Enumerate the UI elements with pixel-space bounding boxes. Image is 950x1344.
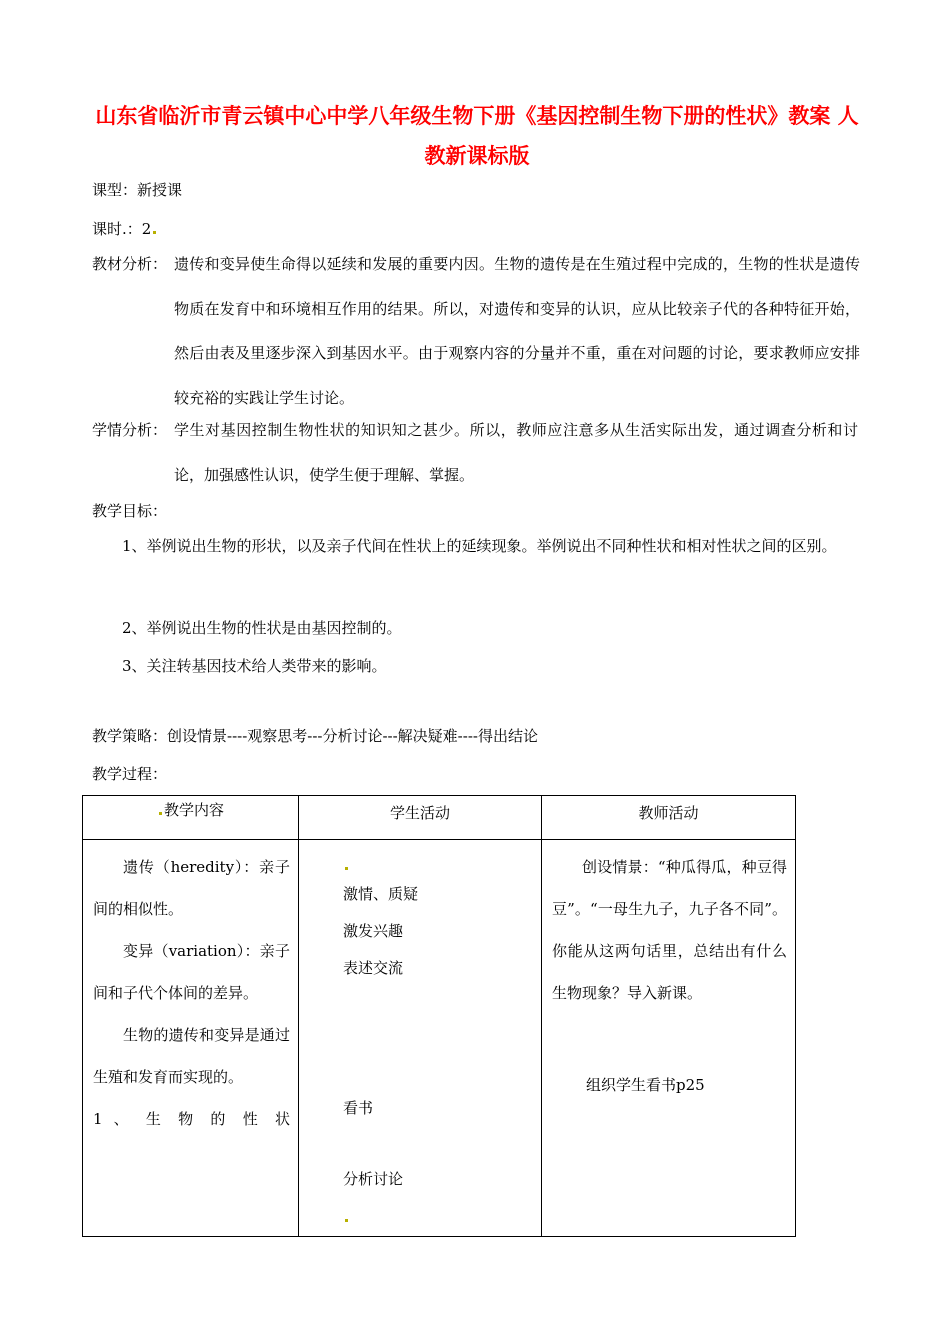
marker-dot — [159, 812, 162, 815]
reproduction-note: 生物的遗传和变异是通过生殖和发育而实现的。 — [93, 1026, 290, 1086]
heredity-def: 遗传（heredity）：亲子间的相似性。 — [93, 858, 290, 918]
student-activity: 分析讨论 — [343, 1170, 404, 1188]
teacher-activity: 创设情景：“种瓜得瓜，种豆得豆”。“一母生九子，九子各不同”。你能从这两句话里，总结出有什么生物现象？导入新课。 — [552, 858, 787, 1002]
student-activity: 看书 — [343, 1099, 374, 1117]
student-activity: 激发兴趣 — [343, 922, 404, 940]
material-analysis — [92, 242, 858, 420]
lesson-table — [82, 795, 796, 1237]
header-content: 教学内容 — [83, 796, 299, 840]
document-title: 山东省临沂市青云镇中心中学八年级生物下册《基因控制生物下册的性状》教案 人教新课标版 — [95, 103, 859, 168]
table-row — [83, 840, 796, 1237]
lesson-type: 课型：新授课 — [92, 181, 183, 199]
header-student: 学生活动 — [299, 796, 542, 840]
variation-def: 变异（variation）：亲子间和子代个体间的差异。 — [93, 942, 290, 1002]
goal-3: 3、关注转基因技术给人类带来的影响。 — [122, 657, 387, 675]
marker-dot — [345, 867, 348, 870]
goals-label: 教学目标： — [92, 502, 168, 520]
table-header-row — [83, 796, 796, 840]
marker-dot — [153, 231, 156, 234]
section-heading: 1 、 生 物 的 性 状 — [93, 1110, 290, 1128]
student-analysis-text: 学生对基因控制生物性状的知识知之甚少。所以，教师应注意多从生活实际出发，通过调查分析和讨论，加强感性认识，使学生便于理解、掌握。 — [174, 421, 858, 484]
marker-dot — [345, 1219, 348, 1222]
content-cell — [83, 840, 299, 1237]
material-analysis-label: 教材分析： — [92, 255, 168, 273]
goal-2: 2、举例说出生物的性状是由基因控制的。 — [122, 619, 402, 637]
teaching-strategy: 教学策略：创设情景----观察思考---分析讨论---解决疑难----得出结论 — [92, 727, 538, 745]
class-hours-text: 课时.：2 — [92, 220, 152, 238]
class-hours — [92, 218, 158, 240]
goal-1: 1、举例说出生物的形状，以及亲子代间在性状上的延续现象。举例说出不同种性状和相对性状之间的区别。 — [122, 537, 837, 555]
header-teacher: 教师活动 — [542, 796, 796, 840]
student-activity: 表述交流 — [343, 959, 404, 977]
student-cell — [299, 840, 542, 1237]
student-analysis-label: 学情分析： — [92, 421, 168, 439]
teacher-cell — [542, 840, 796, 1237]
student-analysis — [92, 408, 858, 497]
process-label: 教学过程： — [92, 765, 168, 783]
material-analysis-text: 遗传和变异使生命得以延续和发展的重要内因。生物的遗传是在生殖过程中完成的，生物的性状是遗传物质在发育中和环境相互作用的结果。所以，对遗传和变异的认识，应从比较亲子代的各种特征开始，然后由表及里逐步深入到基因水平。由于观察内容的分量并不重，重在对问题的讨论，要求教师应安排较充裕的实践让学生讨论。 — [174, 255, 860, 407]
teacher-activity: 组织学生看书p25 — [586, 1076, 705, 1094]
student-activity: 激情、质疑 — [343, 885, 419, 903]
